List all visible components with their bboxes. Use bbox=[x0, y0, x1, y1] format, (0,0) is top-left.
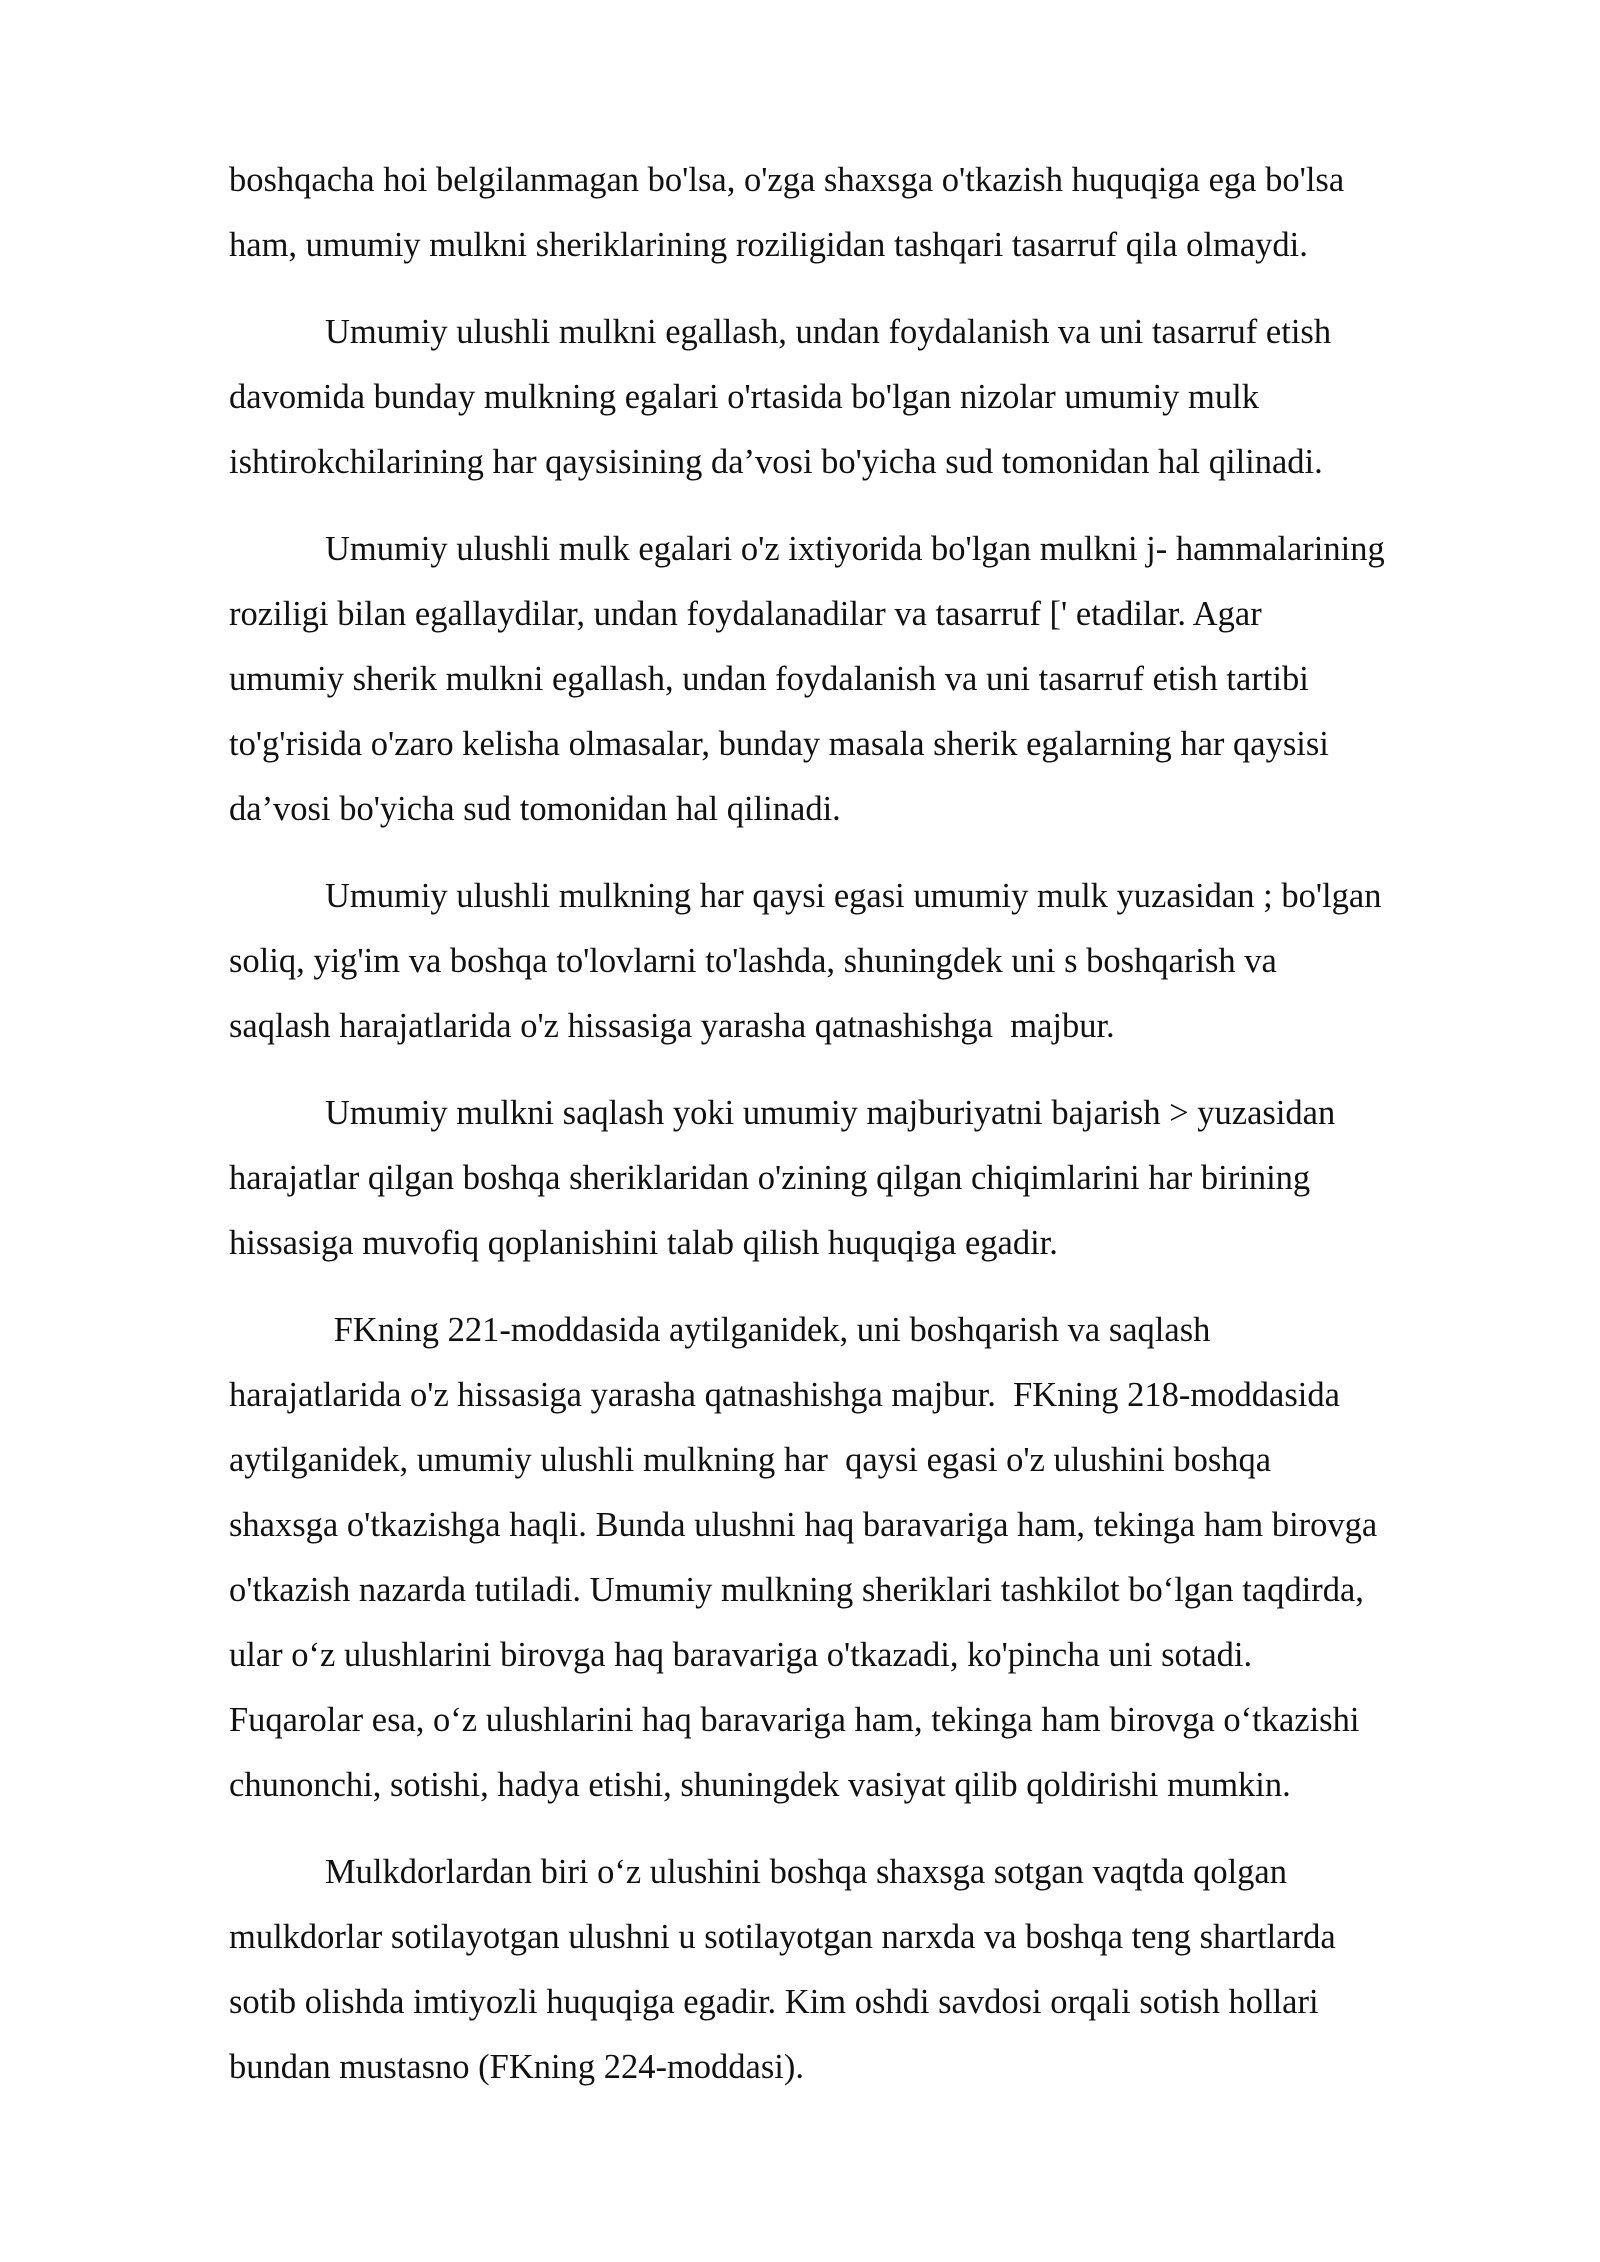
text-line: umumiy sherik mulkni egallash, undan foydalanish va uni tasarruf etish tartibi bbox=[229, 660, 1309, 698]
text-line: soliq, yig'im va boshqa to'lovlarni to'lashda, shuningdek uni s boshqarish va bbox=[229, 942, 1277, 980]
text-line: hissasiga muvofiq qoplanishini talab qilish huquqiga egadir. bbox=[229, 1224, 1058, 1262]
text-line: aytilganidek, umumiy ulushli mulkning har qaysi egasi o'z ulushini boshqa bbox=[229, 1441, 1272, 1479]
text-line: mulkdorlar sotilayotgan ulushni u sotilayotgan narxda va boshqa teng shartlarda bbox=[229, 1918, 1336, 1956]
text-line: to'g'risida o'zaro kelisha olmasalar, bunday masala sherik egalarning har qaysisi bbox=[229, 725, 1329, 763]
text-line: Umumiy mulkni saqlash yoki umumiy majburiyatni bajarish > yuzasidan bbox=[325, 1094, 1336, 1132]
paragraph bbox=[229, 517, 1489, 842]
paragraph bbox=[229, 300, 1489, 495]
text-line: roziligi bilan egallaydilar, undan foydalanadilar va tasarruf [' etadilar. Agar bbox=[229, 595, 1262, 633]
text-line: sotib olishda imtiyozli huquqiga egadir. Kim oshdi savdosi orqali sotish hollari bbox=[229, 1983, 1319, 2021]
text-line: boshqacha hoi belgilanmagan bo'lsa, o'zga shaxsga o'tkazish huquqiga ega bo'lsa bbox=[229, 161, 1345, 199]
paragraph bbox=[229, 148, 1489, 278]
text-line: harajatlar qilgan boshqa sheriklaridan o'zining qilgan chiqimlarini har birining bbox=[229, 1159, 1311, 1197]
text-line: FKning 221-moddasida aytilganidek, uni boshqarish va saqlash bbox=[325, 1311, 1211, 1349]
text-line: chunonchi, sotishi, hadya etishi, shuningdek vasiyat qilib qoldirishi mumkin. bbox=[229, 1766, 1291, 1804]
text-line: Fuqarolar esa, o‘z ulushlarini haq baravariga ham, tekinga ham birovga o‘tkazishi bbox=[229, 1701, 1360, 1739]
text-line: davomida bunday mulkning egalari o'rtasida bo'lgan nizolar umumiy mulk bbox=[229, 378, 1259, 416]
text-line: Umumiy ulushli mulk egalari o'z ixtiyorida bo'lgan mulkni j- hammalarining bbox=[325, 530, 1385, 568]
document-body bbox=[229, 148, 1489, 2122]
text-line: saqlash harajatlarida o'z hissasiga yarasha qatnashishga majbur. bbox=[229, 1007, 1115, 1045]
text-line: o'tkazish nazarda tutiladi. Umumiy mulkning sheriklari tashkilot bo‘lgan taqdirda, bbox=[229, 1571, 1364, 1609]
text-line: ular o‘z ulushlarini birovga haq baravariga o'tkazadi, ko'pincha uni sotadi. bbox=[229, 1636, 1253, 1674]
text-line: shaxsga o'tkazishga haqli. Bunda ulushni haq baravariga ham, tekinga ham birovga bbox=[229, 1506, 1378, 1544]
text-line: ham, umumiy mulkni sheriklarining roziligidan tashqari tasarruf qila olmaydi. bbox=[229, 226, 1308, 264]
text-line: ishtirokchilarining har qaysisining da’vosi bo'yicha sud tomonidan hal qilinadi. bbox=[229, 443, 1323, 481]
text-line: da’vosi bo'yicha sud tomonidan hal qilinadi. bbox=[229, 790, 841, 828]
paragraph bbox=[229, 1298, 1489, 1818]
paragraph bbox=[229, 1081, 1489, 1276]
paragraph bbox=[229, 1840, 1489, 2100]
text-line: Mulkdorlardan biri o‘z ulushini boshqa shaxsga sotgan vaqtda qolgan bbox=[325, 1853, 1287, 1891]
text-line: harajatlarida o'z hissasiga yarasha qatnashishga majbur. FKning 218-moddasida bbox=[229, 1376, 1340, 1414]
text-line: bundan mustasno (FKning 224-moddasi). bbox=[229, 2048, 804, 2086]
paragraph bbox=[229, 864, 1489, 1059]
text-line: Umumiy ulushli mulkning har qaysi egasi umumiy mulk yuzasidan ; bo'lgan bbox=[325, 877, 1382, 915]
text-line: Umumiy ulushli mulkni egallash, undan foydalanish va uni tasarruf etish bbox=[325, 313, 1332, 351]
